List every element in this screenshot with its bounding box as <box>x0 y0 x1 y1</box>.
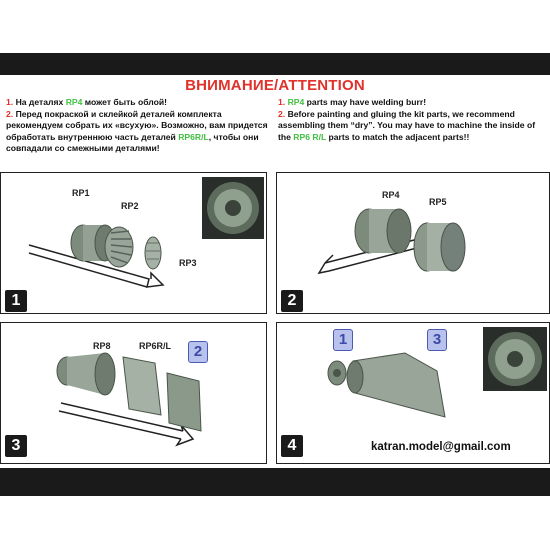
note-text: , чтобы они совпадали со смежными деталями! <box>6 131 259 154</box>
label-rp2: RP2 <box>121 201 139 211</box>
contact-email: katran.model@gmail.com <box>371 441 511 453</box>
notes-english <box>278 97 546 143</box>
part-highlight: RP4 <box>287 97 305 107</box>
page-title: ВНИМАНИЕ/ATTENTION <box>185 77 365 94</box>
note-item <box>278 109 546 144</box>
note-item <box>6 109 268 155</box>
step-1-drawing <box>1 173 268 315</box>
note-text: На деталях <box>15 97 66 107</box>
label-rp6rl: RP6R/L <box>139 341 172 351</box>
note-text: parts may have welding burr! <box>304 97 427 107</box>
note-number: 2. <box>278 108 288 119</box>
step-3-panel <box>0 322 267 464</box>
label-rp3: RP3 <box>179 258 197 268</box>
note-text: Before painting and gluing the kit parts, we recommend assembling them “dry”. You may have to machine the inside of the <box>278 108 536 142</box>
step-3-drawing <box>1 323 268 465</box>
step-1-panel <box>0 172 267 314</box>
part-highlight: RP6R/L <box>178 131 209 142</box>
note-number: 2. <box>6 108 16 119</box>
step-4-panel <box>276 322 550 464</box>
step-3-number: 3 <box>5 435 27 457</box>
step-2-number: 2 <box>281 290 303 312</box>
step-1-number: 1 <box>5 290 27 312</box>
label-rp4: RP4 <box>382 190 400 200</box>
badge-3: 3 <box>427 329 447 351</box>
note-number: 1. <box>6 97 16 107</box>
badge-1: 1 <box>333 329 353 351</box>
note-item <box>6 97 268 109</box>
notes-russian <box>6 97 268 155</box>
label-rp1: RP1 <box>72 188 90 198</box>
note-text: parts to match the adjacent parts!! <box>326 131 470 142</box>
step-4-number: 4 <box>281 435 303 457</box>
step-2-drawing <box>277 173 550 315</box>
note-text: может быть облой! <box>82 97 168 107</box>
note-item <box>278 97 546 109</box>
note-text: Перед покраской и склейкой деталей комплекта рекомендуем собрать их «всухую». Возможно, вам придется обработать внутреннюю часть деталей <box>6 108 268 142</box>
top-bar <box>0 53 550 75</box>
step-2-panel <box>276 172 550 314</box>
label-rp5: RP5 <box>429 197 447 207</box>
part-highlight: RP4 <box>65 97 83 107</box>
part-highlight: RP6 R/L <box>293 131 327 142</box>
note-number: 1. <box>278 97 288 107</box>
bottom-bar <box>0 468 550 496</box>
badge-2: 2 <box>188 341 208 363</box>
label-rp8: RP8 <box>93 341 111 351</box>
